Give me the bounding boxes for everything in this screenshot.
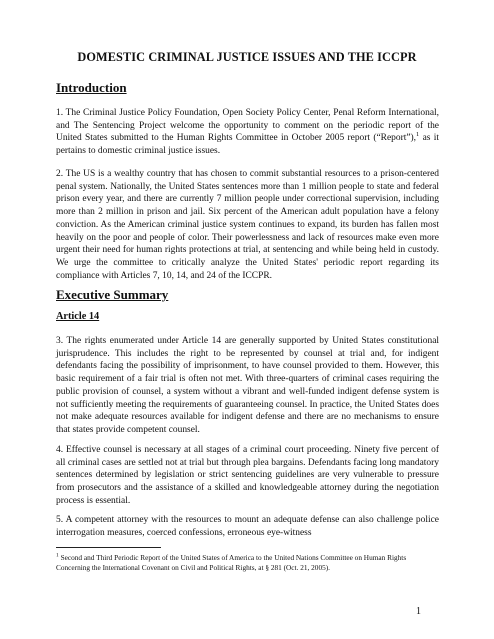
paragraph-1 [56,107,439,158]
paragraph-3: 3. The rights enumerated under Article 14 are generally supported by United States constitutional jurisprudence. This includes the right to be represented by counsel at trial and, for indigent defendants facing the possibility of imprisonment, to have counsel provided to them. However, this basic requirement of a fair trial is often not met. With three-quarters of criminal cases requiring the public provision of counsel, a system without a vibrant and well-funded indigent defense system is not sufficiently meeting the requirements of guaranteeing counsel. In practice, the United States does not make adequate resources available for indigent defense and there are no mechanisms to ensure that states provide competent counsel. [56,336,439,435]
paragraph-4: 4. Effective counsel is necessary at all stages of a criminal court proceeding. Ninety five percent of all criminal cases are settled not at trial but through plea bargains. Defendants facing long mandatory sentences determined by legislation or strict sentencing guidelines are very vulnerable to pressure from prosecutors and the assistance of a skilled and knowledgeable attorney during the negotiation process is essential. [56,445,439,506]
footnote-text: Second and Third Periodic Report of the United States of America to the United Nations Committee on Human Rights Concerning the International Covenant on Civil and Political Rights, at § 281 (Oct. 21, 2005). [56,553,407,573]
footnote-ref-1[interactable]: 1 [416,131,420,139]
document-title: DOMESTIC CRIMINAL JUSTICE ISSUES AND THE ICCPR [77,50,417,64]
footnote-1 [56,553,439,574]
footnote-divider [56,547,161,548]
paragraph-1-text: 1. The Criminal Justice Policy Foundation, Open Society Policy Center, Penal Reform International, and The Sentencing Project welcome the opportunity to comment on the periodic report of the United States submitted to the Human Rights Committee in October 2005 report (“Report”), [56,108,439,144]
executive-summary-heading: Executive Summary [56,287,169,302]
paragraph-1-tail: as it pertains to domestic criminal justice issues. [56,133,439,157]
paragraph-5: 5. A competent attorney with the resources to mount an adequate defense can also challenge police interrogation measures, coerced confessions, erroneous eye-witness [56,515,439,538]
paragraph-2: 2. The US is a wealthy country that has chosen to commit substantial resources to a prison-centered penal system. Nationally, the United States sentences more than 1 million people to state and federal prison every year, and there are currently 7 million people under correctional supervision, including more than 2 million in prison and jail. Six percent of the American adult population have a felony conviction. As the American criminal justice system continues to expand, its burden has fallen most heavily on the poor and people of color. Their powerlessness and lack of resources make even more urgent their need for human rights protections at trial, at sentencing and while being held in custody. We urge the committee to critically analyze the United States' periodic report regarding its compliance with Articles 7, 10, 14, and 24 of the ICCPR. [56,169,439,281]
article-14-heading: Article 14 [56,311,100,322]
footnote-marker: 1 [56,552,59,559]
page-number: 1 [416,606,421,617]
introduction-heading: Introduction [56,80,127,95]
